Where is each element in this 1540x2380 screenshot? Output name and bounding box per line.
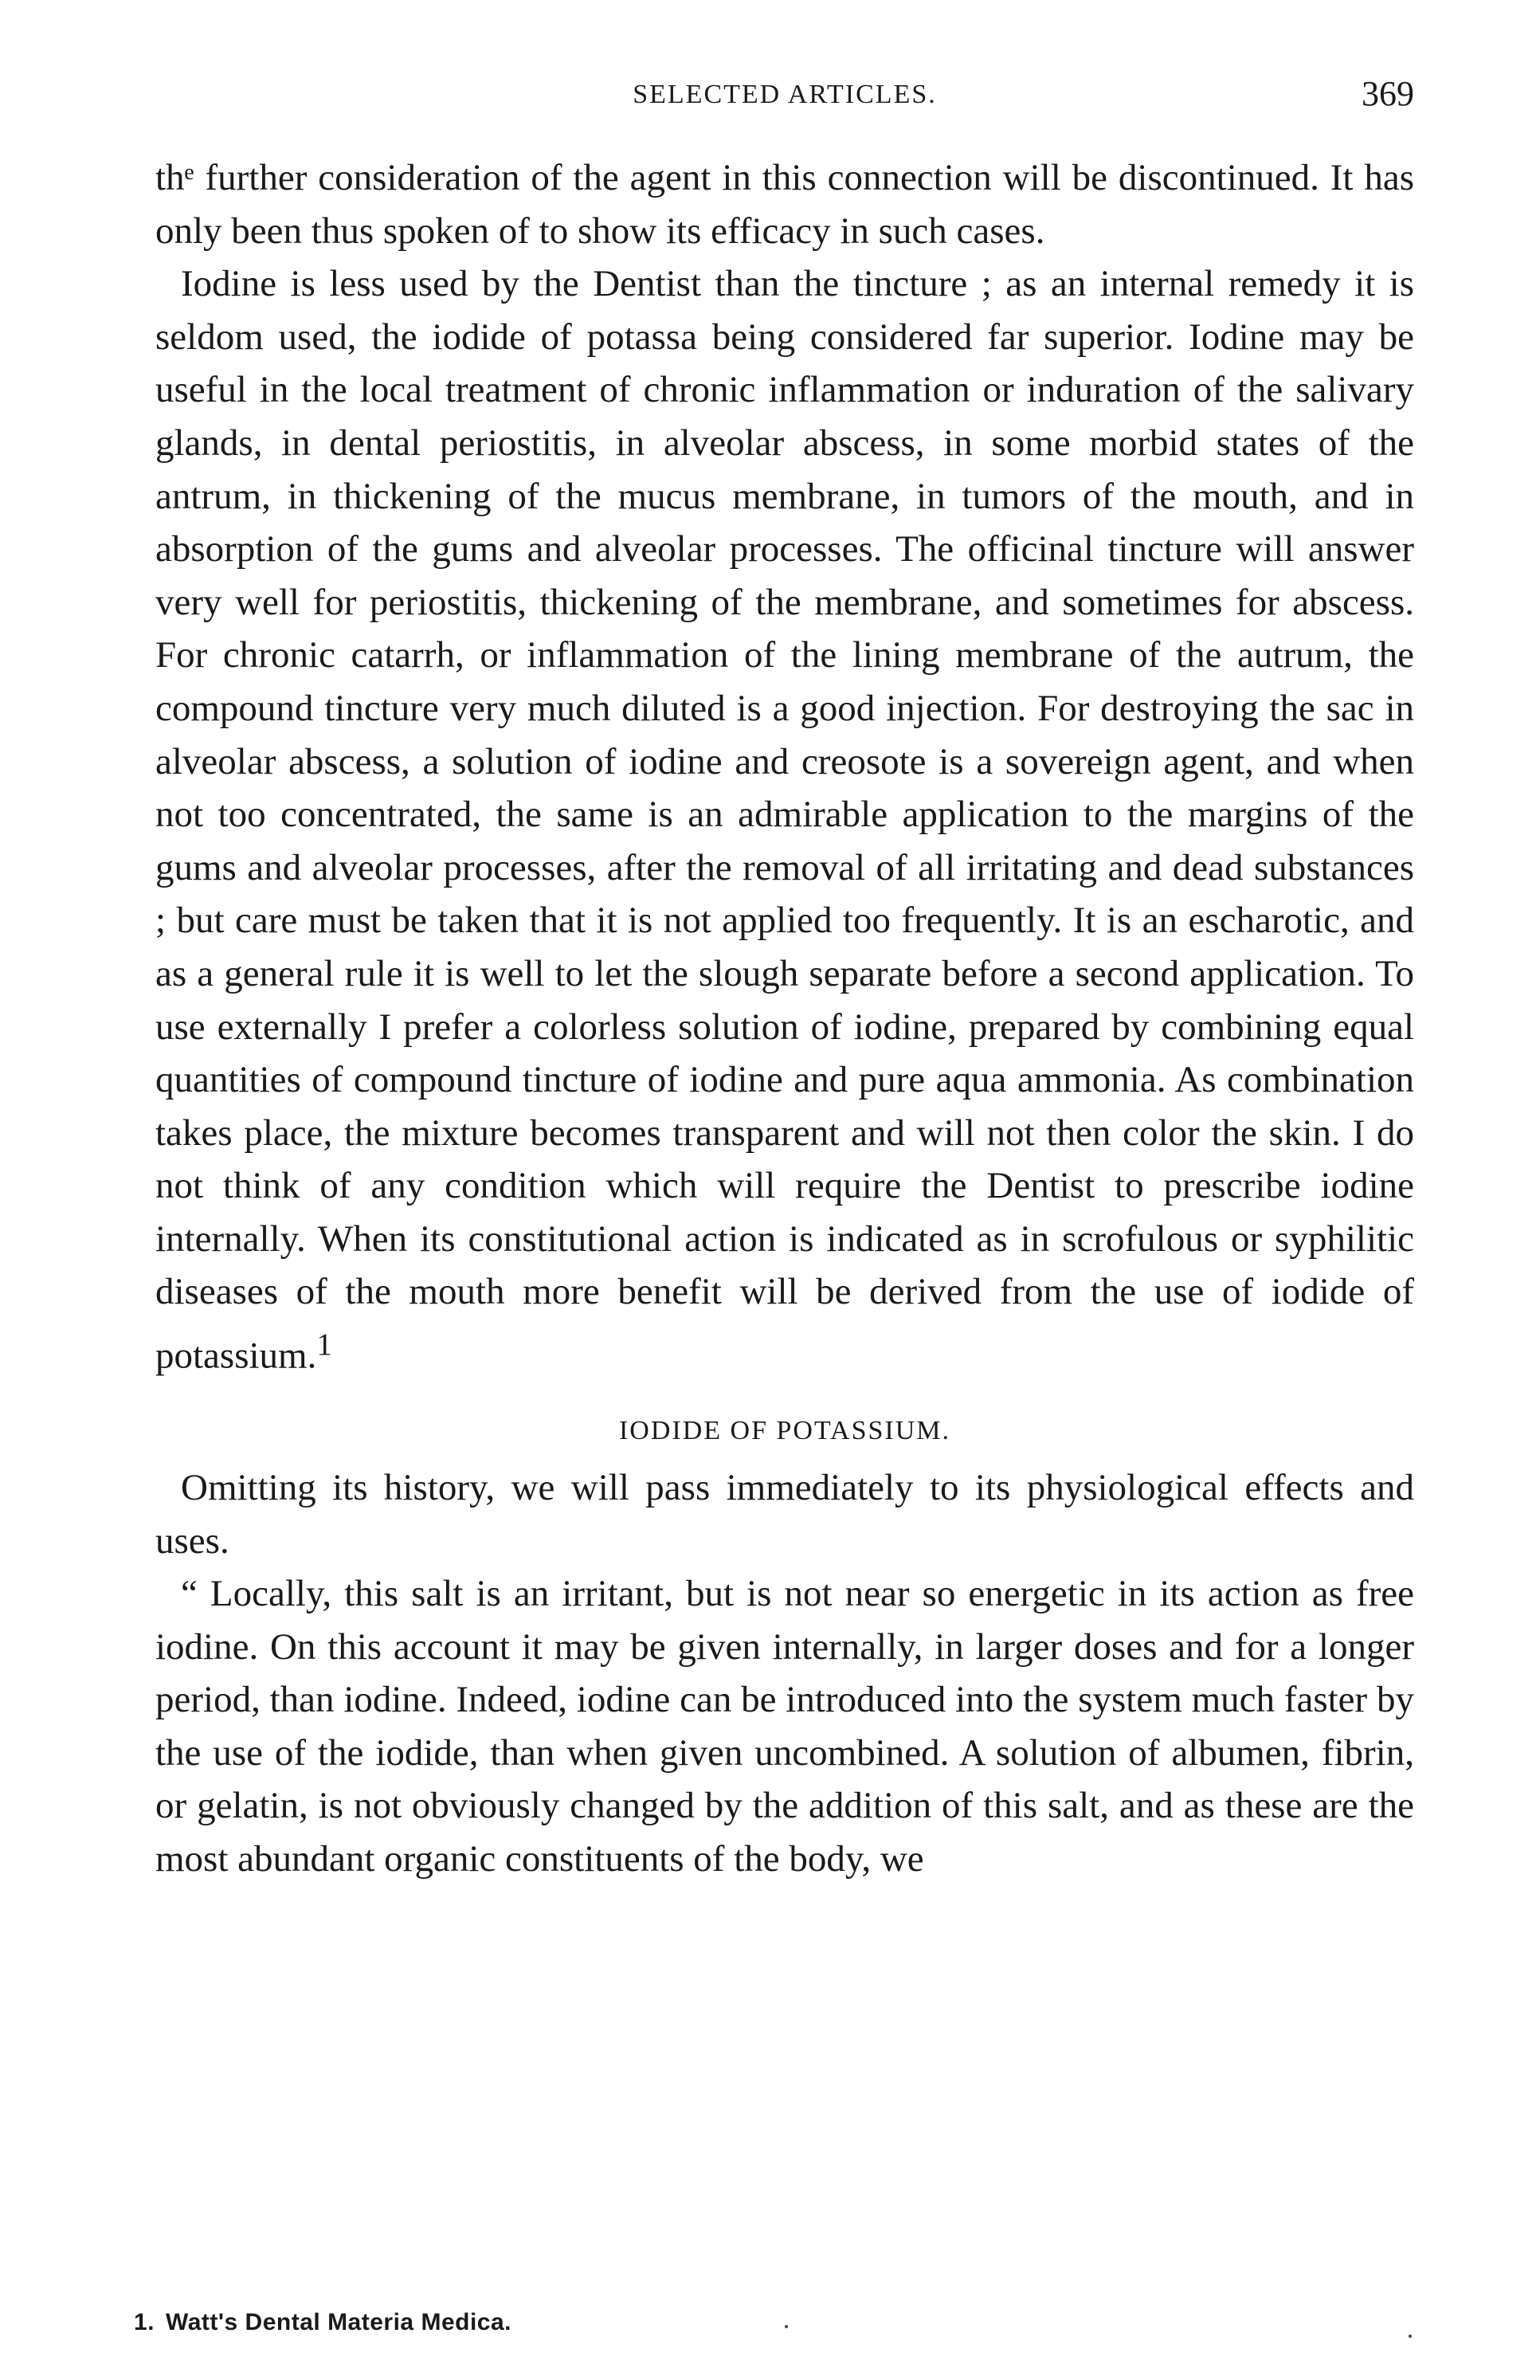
footnote-reference: 1: [316, 1327, 332, 1363]
footnote-text: Watt's Dental Materia Medica.: [166, 2309, 511, 2335]
paragraph-iodine-text: Iodine is less used by the Dentist than the tincture ; as an internal remedy it is seldom used, the iodide of potassa being considered far superior. Iodine may be useful in the local treatment of chronic inflammation or induration of the salivary glands, in dental periostitis, in alveolar abscess, in some morbid states of the antrum, in thickening of the mucus membrane, in tumors of the mouth, and in absorption of the gums and alveolar processes. The officinal tincture will answer very well for periostitis, thickening of the membrane, and sometimes for abscess. For chronic catarrh, or inflammation of the lining membrane of the autrum, the compound tincture very much diluted is a good injection. For destroying the sac in alveolar abscess, a solution of iodine and creosote is a sovereign agent, and when not too concentrated, the same is an admirable application to the margins of the gums and alveolar processes, after the removal of all irritating and dead substances ; but care must be taken that it is not applied too frequently. It is an escharotic, and as a general rule it is well to let the slough separate before a second application. To use externally I prefer a colorless solution of iodine, prepared by combining equal quantities of compound tincture of iodine and pure aqua ammonia. As combination takes place, the mixture becomes transparent and will not then color the skin. I do not think of any condition which will require the Dentist to prescribe iodine internally. When its constitutional action is indicated as in scrofulous or syphilitic diseases of the mouth more benefit will be derived from the use of iodide of potassium.: [155, 263, 1414, 1377]
footnote: [134, 2309, 511, 2336]
section-heading: IODIDE OF POTASSIUM.: [618, 1416, 951, 1446]
page-number: 369: [1362, 74, 1414, 113]
paragraph-locally-quote: “ Locally, this salt is an irritant, but is not near so energetic in its action as free iodine. On this account it may be given internally, in larger doses and for a longer period, than iodine. Indeed, iodine can be introduced into the system much faster by the use of the iodide, than when given uncombined. A solution of albumen, fibrin, or gelatin, is not obviously changed by the addition of this salt, and as these are the most abundant organic constituents of the body, we: [155, 1573, 1414, 1880]
running-title: SELECTED ARTICLES.: [633, 80, 937, 109]
paragraph-omitting-history: Omitting its history, we will pass immediately to its physiological effects and uses.: [155, 1466, 1414, 1562]
print-speck: [1409, 2335, 1412, 2338]
body-text: [155, 151, 1414, 1886]
running-head: [155, 73, 1414, 121]
paragraph-iodine-uses: [155, 257, 1414, 1382]
paragraph-continuation: thᵉ further consideration of the agent in this connection will be discontinued. It has only been thus spoken of to show its efficacy in such cases.: [155, 157, 1414, 252]
footnote-marker: 1.: [134, 2309, 155, 2335]
print-speck: [785, 2325, 788, 2328]
